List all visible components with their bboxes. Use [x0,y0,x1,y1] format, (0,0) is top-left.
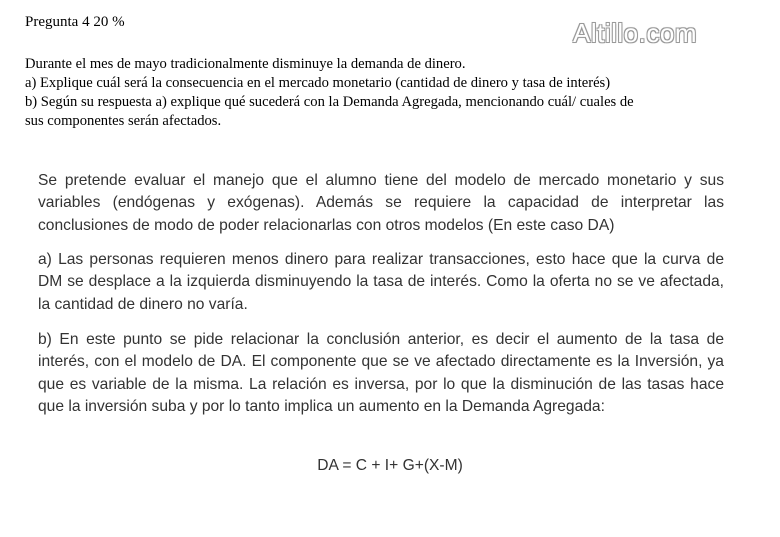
answer-part-b-paragraph: b) En este punto se pide relacionar la conclusión anterior, es decir el aumento de la tasa de interés, con el modelo de DA. El componente que se ve afectado directamente es la Inversión, ya que es variable de la misma. La relación es inversa, por lo que la disminución de las tasas hace que la inversión suba y por lo tanto implica un aumento en la Demanda Agregada: [38,331,724,416]
answer-part-a-paragraph: a) Las personas requieren menos dinero para realizar transacciones, esto hace que la curva de DM se desplace a la izquierda disminuyendo la tasa de interés. Como la oferta no se ve afectada, la cantidad de dinero no varía. [38,251,724,313]
watermark-logo: Altillo.com [573,18,697,48]
aggregate-demand-formula: DA = C + I+ G+(X-M) [317,457,463,474]
question-statement [25,55,765,131]
answer-intro-paragraph: Se pretende evaluar el manejo que el alumno tiene del modelo de mercado monetario y sus variables (endógenas y exógenas). Además se requiere la capacidad de interpretar las conclusiones de modo de poder relacionarlas con otros modelos (En este caso DA) [38,172,724,234]
question-title: Pregunta 4 20 % [25,14,125,30]
question-line: Durante el mes de mayo tradicionalmente disminuye la demanda de dinero. [25,56,466,72]
question-line: b) Según su respuesta a) explique qué sucederá con la Demanda Agregada, mencionando cuál/ cuales de [25,94,634,110]
question-line: a) Explique cuál será la consecuencia en el mercado monetario (cantidad de dinero y tasa de interés) [25,75,611,91]
question-line: sus componentes serán afectados. [25,113,222,129]
